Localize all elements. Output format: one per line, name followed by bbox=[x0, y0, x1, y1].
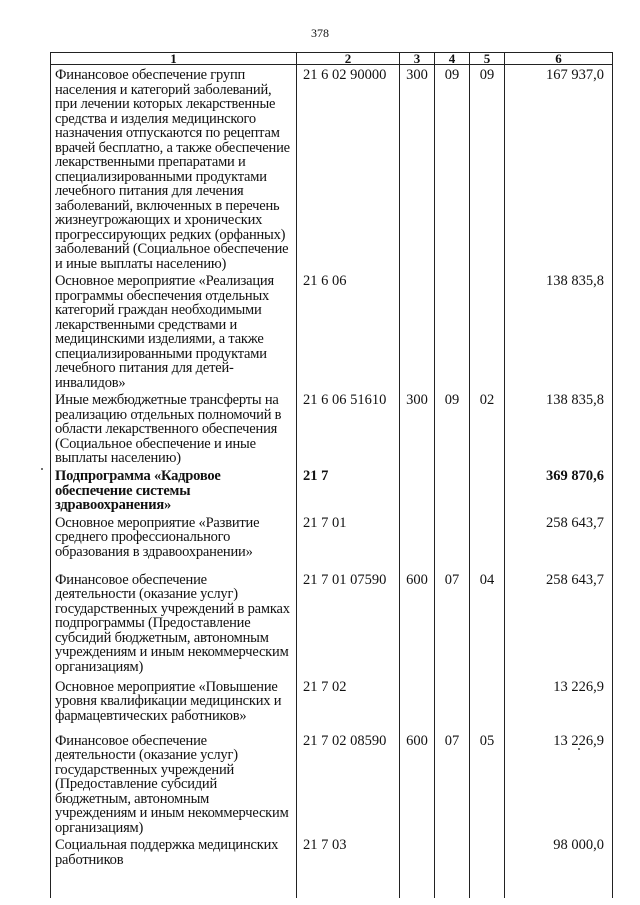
row-col5: 04 bbox=[470, 570, 505, 677]
row-amount: 167 937,0 bbox=[505, 65, 613, 272]
row-col3 bbox=[400, 835, 435, 872]
row-name: Основное мероприятие «Развитие среднего профессионального образования в здравоохранении» bbox=[51, 513, 297, 570]
row-code: 21 6 02 90000 bbox=[297, 65, 400, 272]
row-col3 bbox=[400, 677, 435, 731]
table-row bbox=[51, 677, 613, 731]
row-col4 bbox=[435, 513, 470, 570]
row-col4 bbox=[435, 466, 470, 513]
row-code: 21 6 06 bbox=[297, 271, 400, 390]
row-col3: 300 bbox=[400, 390, 435, 466]
row-col4: 07 bbox=[435, 731, 470, 836]
row-col3 bbox=[400, 271, 435, 390]
row-col5 bbox=[470, 677, 505, 731]
column-header-2: 2 bbox=[297, 53, 400, 65]
row-amount: 98 000,0 bbox=[505, 835, 613, 872]
row-col5: 02 bbox=[470, 390, 505, 466]
row-col5 bbox=[470, 466, 505, 513]
table-row bbox=[51, 570, 613, 677]
scan-speck bbox=[578, 748, 580, 750]
row-col4 bbox=[435, 677, 470, 731]
row-name: Подпрограмма «Кадровое обеспечение системы здравоохранения» bbox=[51, 466, 297, 513]
row-code: 21 7 02 bbox=[297, 677, 400, 731]
row-amount: 138 835,8 bbox=[505, 271, 613, 390]
row-amount: 138 835,8 bbox=[505, 390, 613, 466]
row-amount: 258 643,7 bbox=[505, 513, 613, 570]
table-row bbox=[51, 271, 613, 390]
table-row bbox=[51, 390, 613, 466]
row-name: Социальная поддержка медицинских работников bbox=[51, 835, 297, 872]
row-name: Финансовое обеспечение деятельности (оказание услуг) государственных учреждений (Предоставление субсидий бюджетным, автономным учреждениям и иным некоммерческим организациям) bbox=[51, 731, 297, 836]
row-col3 bbox=[400, 513, 435, 570]
row-col5: 05 bbox=[470, 731, 505, 836]
row-code: 21 6 06 51610 bbox=[297, 390, 400, 466]
scan-speck bbox=[41, 468, 43, 470]
row-col5 bbox=[470, 513, 505, 570]
row-col4 bbox=[435, 835, 470, 872]
continuation-cell bbox=[51, 872, 297, 898]
continuation-cell bbox=[297, 872, 400, 898]
row-name: Финансовое обеспечение деятельности (оказание услуг) государственных учреждений в рамках подпрограммы (Предоставление субсидий бюджетным, автономным учреждениям и иным некоммерческим организациям) bbox=[51, 570, 297, 677]
row-col4: 09 bbox=[435, 390, 470, 466]
row-name: Основное мероприятие «Повышение уровня квалификации медицинских и фармацевтических работников» bbox=[51, 677, 297, 731]
row-col4: 09 bbox=[435, 65, 470, 272]
table-row bbox=[51, 731, 613, 836]
budget-table bbox=[50, 52, 613, 898]
row-code: 21 7 bbox=[297, 466, 400, 513]
row-amount: 13 226,9 bbox=[505, 677, 613, 731]
table-row bbox=[51, 835, 613, 872]
row-code: 21 7 01 07590 bbox=[297, 570, 400, 677]
continuation-cell bbox=[505, 872, 613, 898]
row-amount: 258 643,7 bbox=[505, 570, 613, 677]
header-row bbox=[51, 53, 613, 65]
row-amount: 13 226,9 bbox=[505, 731, 613, 836]
row-col3: 300 bbox=[400, 65, 435, 272]
row-col5 bbox=[470, 271, 505, 390]
row-code: 21 7 01 bbox=[297, 513, 400, 570]
column-header-5: 5 bbox=[470, 53, 505, 65]
column-header-1: 1 bbox=[51, 53, 297, 65]
row-col3: 600 bbox=[400, 570, 435, 677]
row-col4 bbox=[435, 271, 470, 390]
continuation-cell bbox=[400, 872, 435, 898]
continuation-cell bbox=[435, 872, 470, 898]
table-row-subprogram bbox=[51, 466, 613, 513]
row-code: 21 7 02 08590 bbox=[297, 731, 400, 836]
page-number: 378 bbox=[311, 26, 329, 40]
column-header-3: 3 bbox=[400, 53, 435, 65]
row-col5: 09 bbox=[470, 65, 505, 272]
row-col4: 07 bbox=[435, 570, 470, 677]
table-continuation bbox=[51, 872, 613, 898]
row-amount: 369 870,6 bbox=[505, 466, 613, 513]
row-col3: 600 bbox=[400, 731, 435, 836]
table-row bbox=[51, 513, 613, 570]
row-col5 bbox=[470, 835, 505, 872]
column-header-4: 4 bbox=[435, 53, 470, 65]
row-name: Финансовое обеспечение групп населения и категорий заболеваний, при лечении которых лекарственные средства и изделия медицинского назначения отпускаются по рецептам врачей бесплатно, а также обеспечение лекарственными препаратами и специализированными продуктами лечебного питания для лечения заболеваний, включенных в перечень жизнеугрожающих и хронических прогрессирующих редких (орфанных) заболеваний (Социальное обеспечение и иные выплаты населению) bbox=[51, 65, 297, 272]
continuation-cell bbox=[470, 872, 505, 898]
row-name: Основное мероприятие «Реализация программы обеспечения отдельных категорий граждан необходимыми лекарственными средствами и медицинскими изделиями, а также специализированными продуктами лечебного питания для детей-инвалидов» bbox=[51, 271, 297, 390]
row-col3 bbox=[400, 466, 435, 513]
row-code: 21 7 03 bbox=[297, 835, 400, 872]
table-row bbox=[51, 65, 613, 272]
column-header-6: 6 bbox=[505, 53, 613, 65]
row-name: Иные межбюджетные трансферты на реализацию отдельных полномочий в области лекарственного обеспечения (Социальное обеспечение и иные выплаты населению) bbox=[51, 390, 297, 466]
